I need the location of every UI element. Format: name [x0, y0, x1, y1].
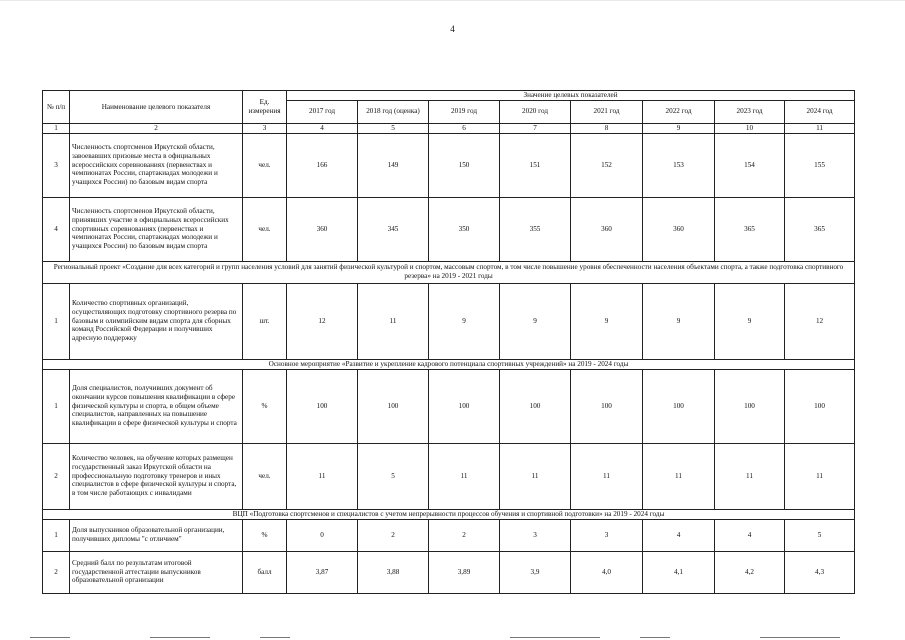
row-num: 3: [43, 133, 70, 197]
value-cell: 9: [715, 283, 785, 359]
value-cell: 365: [785, 197, 855, 261]
value-cell: 5: [358, 443, 429, 509]
value-cell: 350: [429, 197, 500, 261]
section-row: [43, 261, 855, 283]
indicator-name: Доля выпускников образовательной организации, получивших дипломы "с отличием": [70, 519, 243, 551]
value-cell: 100: [785, 369, 855, 443]
header-year: 2019 год: [429, 100, 500, 123]
value-cell: 360: [287, 197, 358, 261]
target-indicators-table: [42, 90, 855, 594]
unit-cell: шт.: [243, 283, 287, 359]
row-num: 1: [43, 519, 70, 551]
value-cell: 5: [785, 519, 855, 551]
value-cell: 2: [429, 519, 500, 551]
header-year: 2017 год: [287, 100, 358, 123]
table-row: [43, 551, 855, 593]
value-cell: 11: [429, 443, 500, 509]
header-year: 2018 год (оценка): [358, 100, 429, 123]
section-title: Региональный проект «Создание для всех категорий и групп населения условий для занятий физической культурой и спортом, массовым спортом, в том числе повышение уровня обеспеченности населения объектами спорта, а также подготовка спортивного резерва» на 2019 - 2021 годы: [43, 261, 855, 283]
value-cell: 100: [287, 369, 358, 443]
value-cell: 360: [571, 197, 643, 261]
value-cell: 4,3: [785, 551, 855, 593]
unit-cell: чел.: [243, 443, 287, 509]
header-year: 2022 год: [643, 100, 715, 123]
value-cell: 3,89: [429, 551, 500, 593]
column-number: 1: [43, 123, 70, 133]
section-row: [43, 509, 855, 519]
value-cell: 12: [287, 283, 358, 359]
value-cell: 2: [358, 519, 429, 551]
value-cell: 3: [571, 519, 643, 551]
value-cell: 11: [643, 443, 715, 509]
indicator-name: Количество человек, на обучение которых размещен государственный заказ Иркутской области на профессиональную подготовку тренеров и иных специалистов в сфере физической культуры и спорта, в том числе работающих с инвалидами: [70, 443, 243, 509]
value-cell: 3,88: [358, 551, 429, 593]
section-title: ВЦП «Подготовка спортсменов и специалистов с учетом непрерывности процессов обучения и спортивной подготовки» на 2019 - 2024 годы: [43, 509, 855, 519]
page-number: 4: [450, 24, 455, 34]
value-cell: 11: [571, 443, 643, 509]
section-title: Основное мероприятие «Развитие и укрепление кадрового потенциала спортивных учреждений» на 2019 - 2024 годы: [43, 359, 855, 369]
indicator-name: Количество спортивных организаций, осуществляющих подготовку спортивного резерва по базовым и олимпийским видам спорта для сборных команд Российской Федерации и получивших адресную поддержку: [70, 283, 243, 359]
unit-cell: балл: [243, 551, 287, 593]
value-cell: 11: [500, 443, 571, 509]
value-cell: 3: [500, 519, 571, 551]
value-cell: 153: [643, 133, 715, 197]
value-cell: 365: [715, 197, 785, 261]
row-num: 2: [43, 443, 70, 509]
value-cell: 11: [287, 443, 358, 509]
value-cell: 100: [429, 369, 500, 443]
value-cell: 100: [571, 369, 643, 443]
value-cell: 4,1: [643, 551, 715, 593]
value-cell: 9: [500, 283, 571, 359]
value-cell: 11: [785, 443, 855, 509]
header-num: № п/п: [43, 91, 70, 124]
indicator-name: Численность спортсменов Иркутской области, завоевавших призовые места в официальных всероссийских соревнованиях (первенствах и чемпионатах России, спартакиадах молодежи и учащихся России) по базовым видам спорта: [70, 133, 243, 197]
table-row: [43, 283, 855, 359]
table-row: [43, 133, 855, 197]
header-year: 2023 год: [715, 100, 785, 123]
indicator-name: Средний балл по результатам итоговой государственной аттестации выпускников образовательной организации: [70, 551, 243, 593]
value-cell: 155: [785, 133, 855, 197]
value-cell: 3,9: [500, 551, 571, 593]
value-cell: 4,0: [571, 551, 643, 593]
value-cell: 4,2: [715, 551, 785, 593]
column-number: 6: [429, 123, 500, 133]
header-name: Наименование целевого показателя: [70, 91, 243, 124]
value-cell: 151: [500, 133, 571, 197]
scan-edge-bottom: [0, 636, 905, 640]
value-cell: 100: [715, 369, 785, 443]
row-num: 4: [43, 197, 70, 261]
value-cell: 345: [358, 197, 429, 261]
header-unit: Ед. измерения: [243, 91, 287, 124]
value-cell: 11: [715, 443, 785, 509]
column-number: 5: [358, 123, 429, 133]
value-cell: 152: [571, 133, 643, 197]
value-cell: 355: [500, 197, 571, 261]
header-year: 2021 год: [571, 100, 643, 123]
indicator-name: Численность спортсменов Иркутской области, принявших участие в официальных всероссийских спортивных соревнованиях (первенствах и чемпионатах России, спартакиадах молодежи и учащихся России) по базовым видам спорта: [70, 197, 243, 261]
value-cell: 9: [571, 283, 643, 359]
table-row: [43, 369, 855, 443]
value-cell: 4: [715, 519, 785, 551]
header-year: 2020 год: [500, 100, 571, 123]
unit-cell: %: [243, 519, 287, 551]
value-cell: 150: [429, 133, 500, 197]
indicator-name: Доля специалистов, получивших документ об окончании курсов повышения квалификации в сфере физической культуры и спорта, в общем объеме специалистов, направленных на повышение квалификации в сфере физической культуры и спорта: [70, 369, 243, 443]
value-cell: 154: [715, 133, 785, 197]
unit-cell: чел.: [243, 133, 287, 197]
value-cell: 9: [429, 283, 500, 359]
header-year: 2024 год: [785, 100, 855, 123]
value-cell: 100: [500, 369, 571, 443]
value-cell: 0: [287, 519, 358, 551]
row-num: 1: [43, 283, 70, 359]
row-num: 1: [43, 369, 70, 443]
unit-cell: %: [243, 369, 287, 443]
value-cell: 9: [643, 283, 715, 359]
value-cell: 3,87: [287, 551, 358, 593]
value-cell: 360: [643, 197, 715, 261]
scan-edge-top: [0, 0, 905, 1]
value-cell: 11: [358, 283, 429, 359]
value-cell: 149: [358, 133, 429, 197]
value-cell: 100: [643, 369, 715, 443]
column-number: 10: [715, 123, 785, 133]
value-cell: 4: [643, 519, 715, 551]
table-row: [43, 197, 855, 261]
row-num: 2: [43, 551, 70, 593]
unit-cell: чел.: [243, 197, 287, 261]
column-number: 2: [70, 123, 243, 133]
column-number: 11: [785, 123, 855, 133]
column-number: 8: [571, 123, 643, 133]
table-row: [43, 519, 855, 551]
value-cell: 100: [358, 369, 429, 443]
column-number: 4: [287, 123, 358, 133]
value-cell: 166: [287, 133, 358, 197]
section-row: [43, 359, 855, 369]
header-values: Значение целевых показателей: [287, 91, 855, 101]
table-row: [43, 443, 855, 509]
column-number: 9: [643, 123, 715, 133]
value-cell: 12: [785, 283, 855, 359]
column-number: 3: [243, 123, 287, 133]
column-number: 7: [500, 123, 571, 133]
